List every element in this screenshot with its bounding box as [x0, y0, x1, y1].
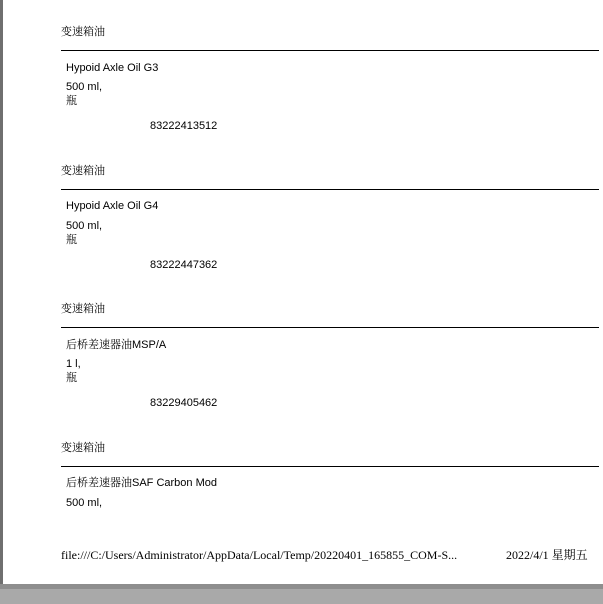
item-category: 变速箱油 [61, 442, 105, 454]
item-part-number: 83229405462 [150, 397, 218, 409]
footer-file-path: file:///C:/Users/Administrator/AppData/Local/Temp/20220401_165855_COM-S... [61, 548, 458, 562]
item-name: Hypoid Axle Oil G4 [66, 200, 159, 212]
item-name: Hypoid Axle Oil G3 [66, 62, 159, 74]
divider [61, 189, 599, 190]
divider [61, 466, 599, 467]
item-volume: 500 ml, [66, 220, 103, 232]
page-bottom-gap [0, 584, 603, 604]
footer-date: 2022/4/1 星期五 [506, 548, 588, 562]
item-name: 后桥差速器油SAF Carbon Mod [66, 477, 217, 489]
divider [61, 50, 599, 51]
item-volume: 500 ml, [66, 81, 103, 93]
item-name: 后桥差速器油MSP/A [66, 339, 167, 351]
divider [61, 327, 599, 328]
page-bottom-border [0, 584, 603, 589]
item-unit: 瓶 [66, 372, 77, 384]
item-unit: 瓶 [66, 95, 77, 107]
item-category: 变速箱油 [61, 26, 105, 38]
document-page [3, 0, 603, 584]
item-category: 变速箱油 [61, 303, 105, 315]
item-part-number: 83222447362 [150, 259, 218, 271]
item-volume: 500 ml, [66, 497, 103, 509]
item-part-number: 83222413512 [150, 120, 218, 132]
item-volume: 1 l, [66, 358, 81, 370]
item-unit: 瓶 [66, 234, 77, 246]
item-category: 变速箱油 [61, 165, 105, 177]
